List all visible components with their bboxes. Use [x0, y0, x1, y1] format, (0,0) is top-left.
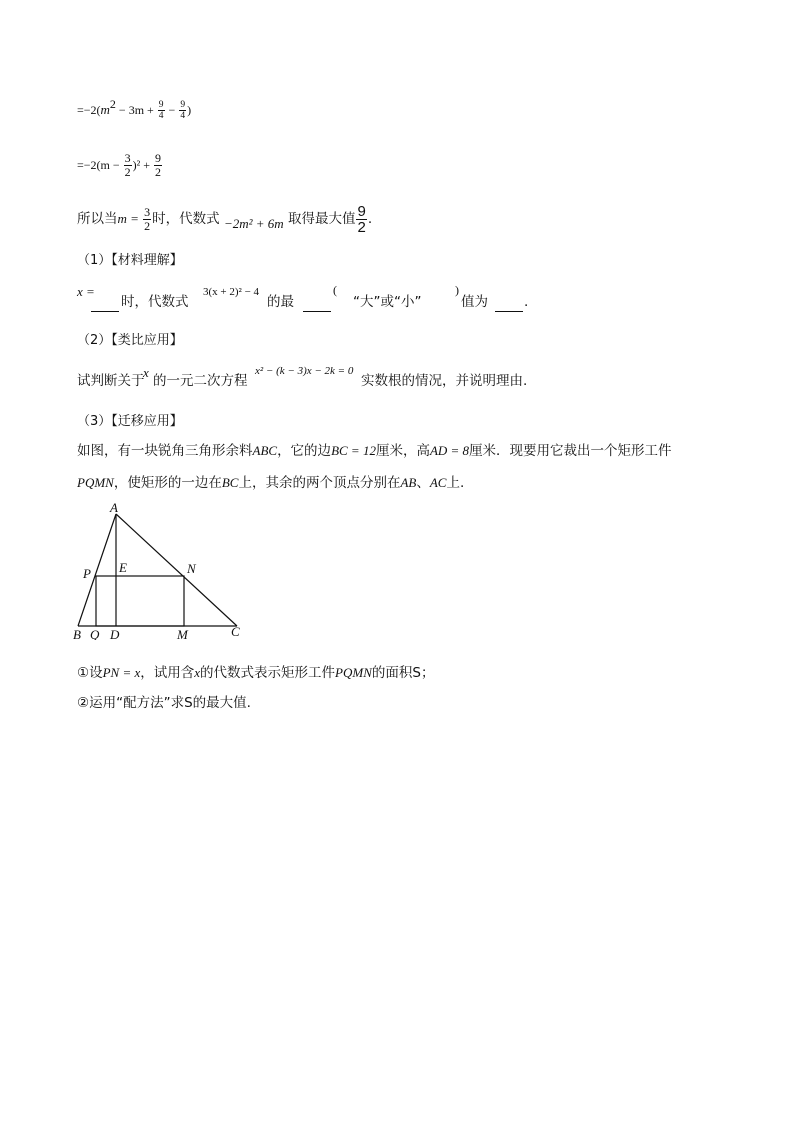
- answer-blank-x[interactable]: [91, 299, 119, 312]
- derivation-line-2: =−2(m − $\frac{3}{2}$ )² + $\frac{9}{2}$: [77, 151, 162, 179]
- part1-line: x = 时，代数式 3(x + 2)² − 4 的最 ( “大”或“小” ) 值为 .: [77, 283, 529, 310]
- fraction: $\frac{3}{2}$: [144, 205, 151, 233]
- label-A: A: [110, 500, 118, 515]
- fraction: $\frac{3}{2}$: [124, 151, 131, 179]
- part2-heading: （2）【类比应用】: [77, 333, 183, 348]
- side-ac: [116, 514, 237, 626]
- label-E: E: [119, 560, 127, 575]
- label-Q: Q: [90, 627, 100, 640]
- fraction: $\frac{9}{4}$: [158, 100, 164, 121]
- label-C: C: [231, 624, 240, 639]
- question-1: ①设PN = x，试用含x的代数式表示矩形工件PQMN的面积S；: [77, 665, 435, 681]
- answer-blank-value[interactable]: [495, 299, 523, 312]
- part2-line: 试判断关于 x 的一元二次方程 x² − (k − 3)x − 2k = 0 实数根的情况，并说明理由.: [77, 365, 528, 389]
- label-D: D: [110, 627, 120, 640]
- label-N: N: [187, 561, 196, 576]
- fraction: $\frac{9}{2}$: [155, 151, 162, 179]
- label-M: M: [177, 627, 188, 640]
- question-2: ②运用“配方法”求S的最大值.: [77, 695, 251, 711]
- rectangle-pqmn: [96, 576, 184, 626]
- conclusion-line: 所以当m = $\frac{3}{2}$ 时，代数式 −2m² + 6m 取得最大值 $\frac{9}{2}$ .: [77, 203, 373, 236]
- fraction: $\frac{9}{4}$: [180, 100, 186, 121]
- derivation-line-1: $=-2(m^2 - 3m$ + $\frac{9}{4}$ − $\frac{9}{4}$ ): [77, 97, 192, 121]
- part3-line-1: 如图，有一块锐角三角形余料ABC，它的边BC = 12厘米，高AD = 8厘米．现要用它裁出一个矩形工件: [77, 443, 672, 459]
- part3-heading: （3）【迁移应用】: [77, 414, 183, 429]
- answer-blank-max-min[interactable]: [303, 299, 331, 312]
- fraction-max: $\frac{9}{2}$: [357, 203, 366, 236]
- part3-line-2: PQMN，使矩形的一边在BC上，其余的两个顶点分别在AB、AC上.: [77, 475, 465, 491]
- part1-heading: （1）【材料理解】: [77, 253, 183, 268]
- label-P: P: [83, 566, 91, 581]
- label-B: B: [73, 627, 81, 640]
- triangle-figure: [70, 500, 250, 640]
